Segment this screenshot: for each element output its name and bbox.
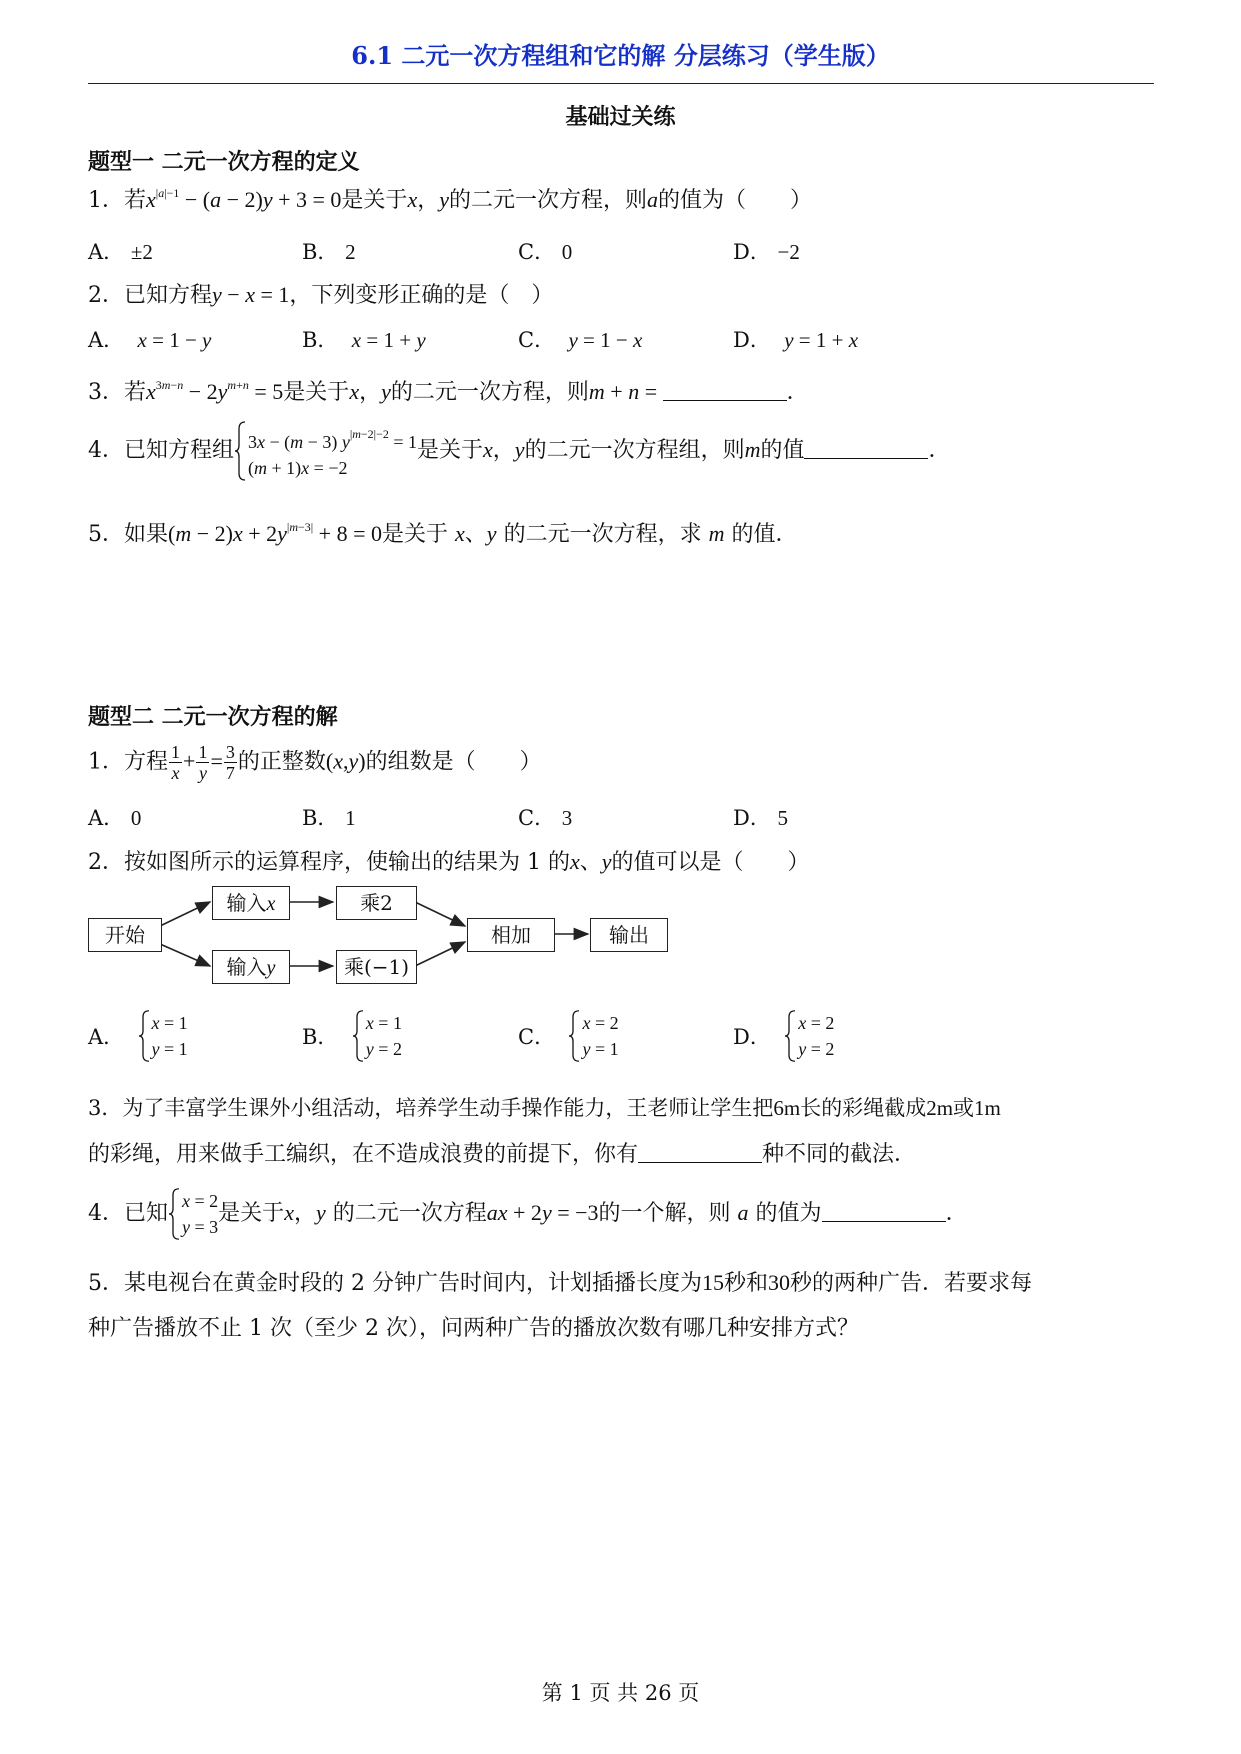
left-brace-icon — [234, 421, 246, 481]
type1-q1: 1．若$x^{|a|-1} - (a - 2)y + 3 = 0$是关于x，y的二元一次方程，则a的值为（ ） — [88, 186, 813, 213]
header-divider — [88, 83, 1154, 84]
type1-q2-option-c[interactable]: C． y = 1 − x — [518, 328, 643, 352]
type2-q2: 2．按如图所示的运算程序，使输出的结果为 1 的x、y的值可以是（ ） — [88, 849, 810, 875]
type1-q4: 4．已知方程组 3x − (m − 3) $y^{|m-2|-2} = 1$ (m + 1)x = −2 是关于x，y的二元一次方程组，则m的值 ． — [88, 421, 951, 481]
type2-q5-line1: 5．某电视台在黄金时段的 2 分钟广告时间内，计划插播长度为15秒和30秒的两种广告．若要求每 — [88, 1270, 1033, 1296]
type2-title: 题型二 二元一次方程的解 — [88, 704, 338, 730]
type2-q2-option-c[interactable]: C． x = 2 y = 1 — [518, 1010, 619, 1062]
flow-start-box: 开始 — [88, 918, 162, 952]
type2-q1-option-c[interactable]: C． 3 — [518, 806, 573, 830]
section-title: 基础过关练 — [565, 104, 676, 130]
type2-q2-option-b[interactable]: B． x = 1 y = 2 — [302, 1010, 402, 1062]
left-brace-icon — [168, 1188, 180, 1240]
type1-q2-option-d[interactable]: D． y = 1 + x — [733, 328, 859, 352]
type2-q5-line2: 种广告播放不止 1 次（至少 2 次），问两种广告的播放次数有哪几种安排方式？ — [88, 1316, 859, 1341]
document-title: 6.1 二元一次方程组和它的解 分层练习（学生版） — [351, 41, 890, 70]
flow-add-box: 相加 — [467, 918, 555, 952]
left-brace-icon — [568, 1010, 580, 1062]
type2-q3-answer-blank[interactable] — [638, 1144, 762, 1163]
type1-q5: 5．如果$(m - 2)x + 2y^{|m-3|} + 8 = 0$是关于 x、y 的二元一次方程，求 m 的值． — [88, 520, 798, 547]
type1-q3-answer-blank[interactable] — [663, 382, 787, 401]
left-brace-icon — [352, 1010, 364, 1062]
type1-q2-option-b[interactable]: B． x = 1 + y — [302, 328, 426, 352]
left-brace-icon — [138, 1010, 150, 1062]
type1-q4-equation-system: 3x − (m − 3) $y^{|m-2|-2} = 1$ (m + 1)x = −2 — [234, 421, 417, 481]
left-brace-icon — [784, 1010, 796, 1062]
type2-q4-answer-blank[interactable] — [822, 1203, 946, 1222]
type1-q1-option-b[interactable]: B． 2 — [302, 240, 356, 264]
type2-q4-solution-system: x = 2 y = 3 — [168, 1188, 218, 1240]
type1-title: 题型一 二元一次方程的定义 — [88, 149, 360, 175]
type1-q2-option-a[interactable]: A． x = 1 − y — [88, 328, 212, 352]
flow-multiply-2-box: 乘2 — [336, 886, 417, 920]
type1-q1-option-c[interactable]: C． 0 — [518, 240, 573, 264]
type2-q3-line1: 3．为了丰富学生课外小组活动，培养学生动手操作能力，王老师让学生把6m长的彩绳截成2m或1m — [88, 1096, 1001, 1120]
type2-q3-line2: 的彩绳，用来做手工编织，在不造成浪费的前提下，你有 种不同的截法． — [88, 1142, 917, 1167]
flow-input-x-box: 输入x — [212, 886, 290, 920]
type2-q4: 4．已知 x = 2 y = 3 是关于x，y 的二元一次方程ax + 2y = −3的一个解，则 a 的值为 ． — [88, 1188, 968, 1240]
type2-q2-option-a[interactable]: A． x = 1 y = 1 — [88, 1010, 188, 1062]
type1-q3: 3．若$x^{3m-n} - 2y^{m+n} = 5$是关于x，y的二元一次方程，则m + n = ． — [88, 378, 809, 405]
flow-output-box: 输出 — [590, 918, 668, 952]
flow-multiply-neg1-box: 乘(−1) — [336, 950, 417, 984]
type1-q2: 2．已知方程y − x = 1，下列变形正确的是（ ） — [88, 282, 554, 308]
type2-q1-option-d[interactable]: D． 5 — [733, 806, 789, 830]
page-number: 第 1 页 共 26 页 — [541, 1681, 700, 1705]
type2-q1-option-a[interactable]: A． 0 — [88, 806, 142, 830]
type1-q4-answer-blank[interactable] — [804, 440, 928, 459]
type1-q1-option-d[interactable]: D． −2 — [733, 240, 800, 264]
flow-input-y-box: 输入y — [212, 950, 290, 984]
type1-q1-option-a[interactable]: A． ±2 — [88, 240, 153, 264]
type2-q1-option-b[interactable]: B． 1 — [302, 806, 356, 830]
type2-q2-option-d[interactable]: D． x = 2 y = 2 — [733, 1010, 834, 1062]
type2-q1: 1．方程 $\frac{1}{x}$ + $\frac{1}{y}$ = $\frac{3}{7}$ 的正整数(x,y)的组数是（ ） — [88, 742, 542, 783]
